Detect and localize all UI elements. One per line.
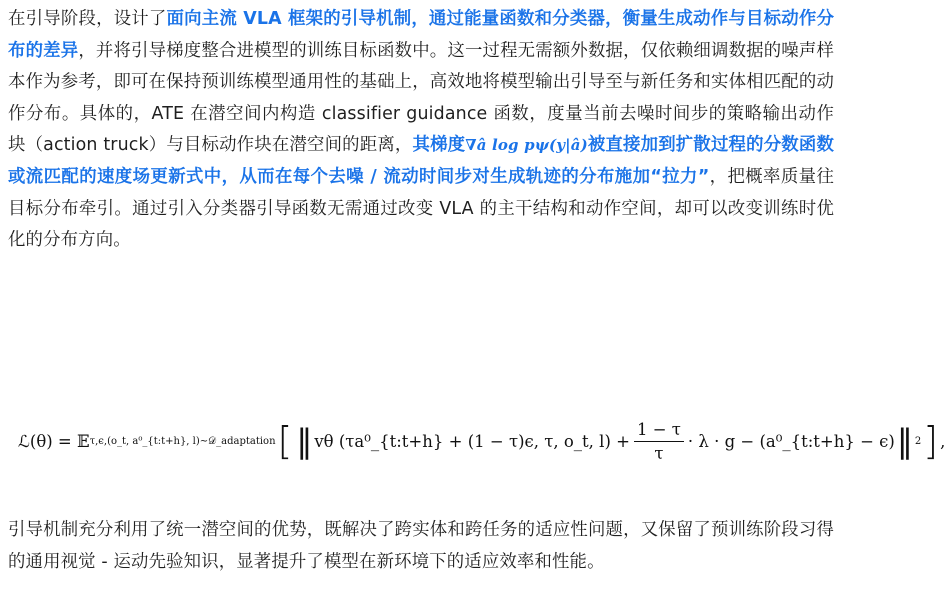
loss-equation bbox=[18, 404, 945, 478]
paragraph-conclusion: 引导机制充分利用了统一潜空间的优势，既解决了跨实体和跨任务的适应性问题，又保留了预训练阶段习得的通用视觉 - 运动先验知识，显著提升了模型在新环境下的适应效率和性能。 bbox=[8, 520, 834, 572]
equation-expectation-subscript: τ,ϵ,(o_t, a⁰_{t:t+h}, l)∼𝒟_adaptation bbox=[89, 435, 276, 447]
para1-highlight-2b: 被直接加到扩散过程的分数函数或流匹配的速度场更新式中，从而在每个去噪 / 流动时间步对生成轨迹的分布施加“拉力” bbox=[8, 135, 835, 187]
para1-highlight-1: 面向主流 VLA 框架的引导机制，通过能量函数和分类器，衡量生成动作与目标动作分布的差异 bbox=[8, 9, 834, 61]
para1-highlight-2a: 其梯度 bbox=[412, 135, 466, 156]
left-bracket-symbol: [ bbox=[277, 419, 293, 463]
paragraph-guidance-stage bbox=[8, 4, 834, 257]
fraction-denominator: τ bbox=[654, 443, 664, 463]
equation-velocity-term: vθ (τa⁰_{t:t+h} + (1 − τ)ϵ, τ, o_t, l) + bbox=[314, 431, 630, 451]
equation-lhs: ℒ(θ) = 𝔼 bbox=[18, 431, 90, 451]
para1-text-2: ，并将引导梯度整合进模型的训练目标函数中。这一过程无需额外数据，仅依赖细调数据的噪声样本作为参考，即可在保持预训练模型通用性的基础上，高效地将模型输出引导至与新任务和实体相匹配的动作分布。具体的，ATE 在潜空间内构造 classifier guidance 函数，度量当前去噪时间步的策略输出动作块（action truck）与目标动作块在潜空间的距离， bbox=[8, 40, 834, 156]
right-bracket-symbol: ] bbox=[923, 419, 939, 463]
fraction-numerator: 1 − τ bbox=[634, 420, 684, 442]
equation-fraction bbox=[634, 420, 684, 463]
equation-guidance-term: · λ · g − (a⁰_{t:t+h} − ϵ) bbox=[687, 431, 895, 451]
left-norm-symbol: ‖ bbox=[296, 422, 313, 460]
para1-text-3: ，把概率质量往目标分布牵引。通过引入分类器引导函数无需通过改变 VLA 的主干结构和动作空间，却可以改变训练时优化的分布方向。 bbox=[8, 166, 834, 251]
right-norm-symbol: ‖ bbox=[896, 422, 913, 460]
equation-end-comma: , bbox=[940, 431, 945, 451]
equation-power: 2 bbox=[914, 435, 922, 447]
para1-text-1: 在引导阶段，设计了 bbox=[8, 9, 167, 29]
gradient-formula-inline: ∇â log pψ(y|â) bbox=[465, 136, 588, 155]
